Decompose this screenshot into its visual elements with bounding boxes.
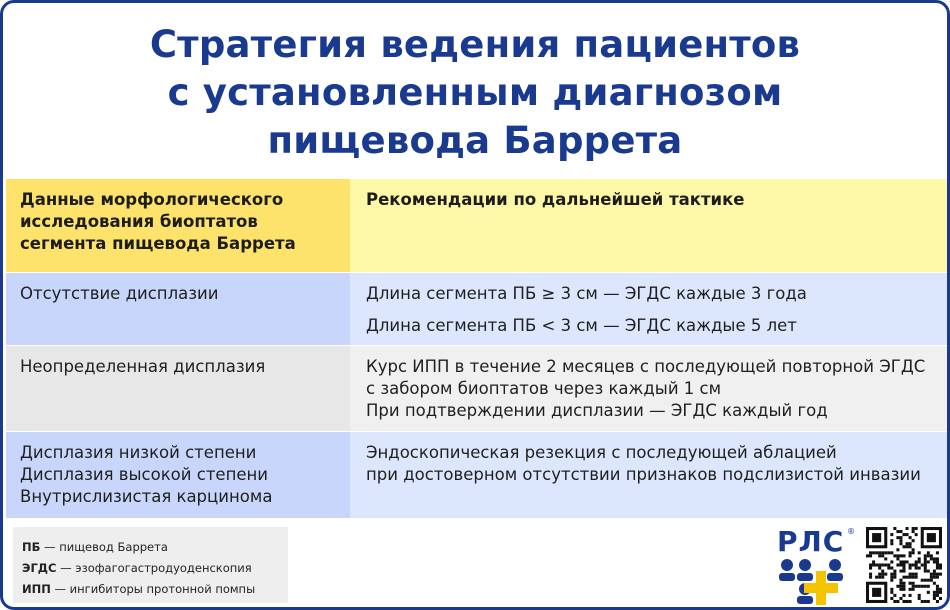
qr-code-icon <box>866 527 942 603</box>
row-recommendation <box>350 432 950 518</box>
finding-text: Внутрислизистая карцинома <box>20 487 273 506</box>
table-row <box>6 346 950 431</box>
finding-text: Неопределенная дисплазия <box>20 357 266 376</box>
title-line-2: с установленным диагнозом <box>167 71 783 114</box>
legend-abbr: ЭГДС <box>22 561 57 575</box>
legend-item <box>22 558 288 579</box>
logo-registered-mark: ® <box>847 527 855 536</box>
table-header-row <box>6 179 950 272</box>
recommendation-text: с забором биоптатов через каждый 1 см <box>366 379 722 398</box>
table-row <box>6 273 950 345</box>
legend-text: — ингибиторы протонной помпы <box>54 582 256 596</box>
qr-code-graphic <box>866 527 942 603</box>
finding-text: Дисплазия высокой степени <box>20 465 269 484</box>
recommendation-text: Длина сегмента ПБ ≥ 3 см — ЭГДС каждые 3 года <box>366 284 807 303</box>
legend-abbr: ИПП <box>22 582 51 596</box>
page-title <box>3 21 947 165</box>
row-recommendation <box>350 346 950 431</box>
row-finding <box>6 273 350 345</box>
people-cross-icon <box>775 557 855 605</box>
finding-text: Дисплазия низкой степени <box>20 443 257 462</box>
legend-item <box>22 579 288 600</box>
legend-text: — эзофагогастродуоденскопия <box>60 561 252 575</box>
table-row <box>6 432 950 518</box>
rls-logo <box>773 525 859 605</box>
legend-abbr: ПБ <box>22 540 41 554</box>
logo-text: РЛС <box>777 525 845 558</box>
legend-item <box>22 537 288 558</box>
recommendation-text: при достоверном отсутствии признаков подслизистой инвазии <box>366 465 921 484</box>
recommendation-text: При подтверждении дисплазии — ЭГДС каждый год <box>366 401 828 420</box>
title-line-3: пищевода Баррета <box>267 119 683 162</box>
abbreviations-legend <box>13 527 288 603</box>
header-morphology: Данные морфологического исследования биоптатов сегмента пищевода Баррета <box>6 179 350 272</box>
row-finding <box>6 346 350 431</box>
recommendation-text: Курс ИПП в течение 2 месяцев с последующей повторной ЭГДС <box>366 357 926 376</box>
legend-text: — пищевод Баррета <box>44 540 168 554</box>
recommendation-text: Эндоскопическая резекция с последующей аблацией <box>366 443 837 462</box>
title-line-1: Стратегия ведения пациентов <box>149 23 801 66</box>
row-finding <box>6 432 350 518</box>
header-recommendations: Рекомендации по дальнейшей тактике <box>350 179 950 272</box>
recommendation-text: Длина сегмента ПБ < 3 см — ЭГДС каждые 5 лет <box>366 316 797 335</box>
row-recommendation <box>350 273 950 345</box>
finding-text: Отсутствие дисплазии <box>20 284 219 303</box>
